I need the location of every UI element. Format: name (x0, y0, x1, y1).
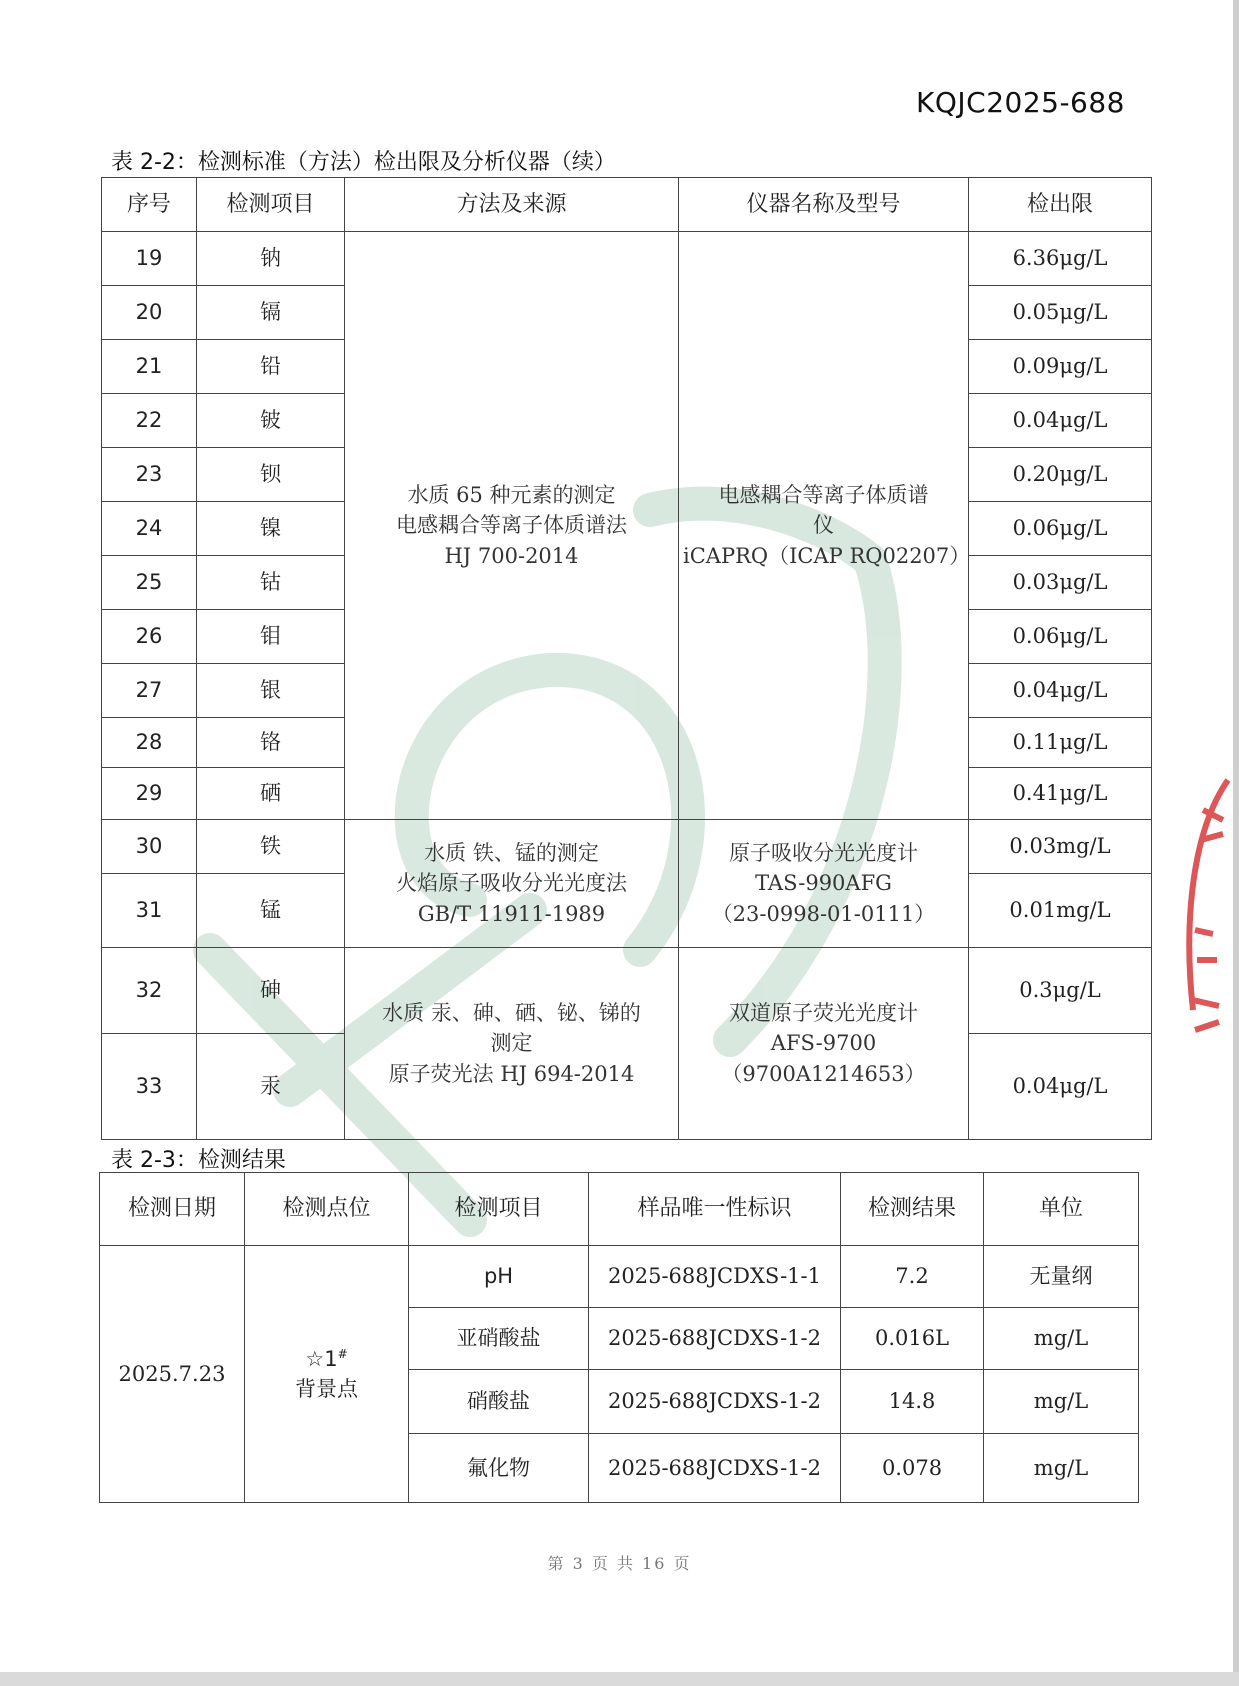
method-line: 原子荧光法 HJ 694-2014 (388, 1061, 635, 1086)
col-header-item: 检测项目 (409, 1173, 589, 1246)
method-cell (345, 948, 679, 1140)
row-item: pH (409, 1246, 589, 1308)
instrument-line: 电感耦合等离子体质谱 (718, 482, 929, 507)
row-item: 锰 (197, 874, 345, 948)
row-limit: 0.06μg/L (969, 610, 1152, 664)
row-limit: 0.01mg/L (969, 874, 1152, 948)
row-unit: 无量纲 (984, 1246, 1139, 1308)
instrument-line: 原子吸收分光光度计 (729, 840, 918, 865)
method-line: 电感耦合等离子体质谱法 (396, 513, 627, 538)
row-no: 33 (102, 1034, 197, 1140)
row-no: 32 (102, 948, 197, 1034)
row-limit: 0.03mg/L (969, 820, 1152, 874)
method-cell (345, 232, 679, 820)
row-no: 26 (102, 610, 197, 664)
row-item: 钼 (197, 610, 345, 664)
row-item: 钴 (197, 556, 345, 610)
point-mark-superscript: # (337, 1346, 348, 1361)
row-item: 铁 (197, 820, 345, 874)
row-item: 铬 (197, 718, 345, 768)
row-no: 20 (102, 286, 197, 340)
instrument-cell (679, 948, 969, 1140)
method-line: 火焰原子吸收分光光度法 (396, 871, 627, 896)
col-header-unit: 单位 (984, 1173, 1139, 1246)
col-header-no: 序号 (102, 178, 197, 232)
table-header-row (100, 1173, 1139, 1246)
row-item: 铅 (197, 340, 345, 394)
red-seal-stamp (1173, 770, 1233, 1070)
detection-results-table (99, 1172, 1139, 1503)
method-line: 水质 铁、锰的测定 (424, 840, 599, 865)
col-header-date: 检测日期 (100, 1173, 245, 1246)
row-unit: mg/L (984, 1434, 1139, 1503)
instrument-cell (679, 232, 969, 820)
point-mark (249, 1344, 404, 1374)
row-sample-id: 2025-688JCDXS-1-2 (589, 1434, 841, 1503)
scan-edge-right (1233, 0, 1239, 1686)
instrument-line: （23-0998-01-0111） (711, 901, 936, 926)
instrument-line: 仪 (813, 513, 834, 538)
method-line: GB/T 11911-1989 (417, 901, 606, 926)
row-limit: 0.20μg/L (969, 448, 1152, 502)
row-limit: 0.04μg/L (969, 664, 1152, 718)
col-header-item: 检测项目 (197, 178, 345, 232)
row-sample-id: 2025-688JCDXS-1-2 (589, 1370, 841, 1434)
row-item: 砷 (197, 948, 345, 1034)
test-date: 2025.7.23 (100, 1246, 245, 1503)
row-item: 铍 (197, 394, 345, 448)
row-item: 亚硝酸盐 (409, 1308, 589, 1370)
test-point (245, 1246, 409, 1503)
row-item: 镍 (197, 502, 345, 556)
row-no: 22 (102, 394, 197, 448)
method-line: 测定 (490, 1031, 533, 1056)
table-row (102, 948, 1152, 1034)
row-sample-id: 2025-688JCDXS-1-2 (589, 1308, 841, 1370)
row-limit: 0.3μg/L (969, 948, 1152, 1034)
instrument-line: TAS-990AFG (755, 871, 892, 896)
row-no: 24 (102, 502, 197, 556)
row-unit: mg/L (984, 1308, 1139, 1370)
row-no: 27 (102, 664, 197, 718)
row-result: 14.8 (841, 1370, 984, 1434)
row-item: 硝酸盐 (409, 1370, 589, 1434)
table-2-3-caption: 表 2-3：检测结果 (111, 1148, 286, 1173)
report-number: KQJC2025-688 (915, 86, 1125, 119)
table-row (102, 820, 1152, 874)
instrument-line: 双道原子荧光光度计 (729, 1000, 918, 1025)
row-no: 19 (102, 232, 197, 286)
col-header-instrument: 仪器名称及型号 (679, 178, 969, 232)
row-item: 氟化物 (409, 1434, 589, 1503)
table-row (102, 232, 1152, 286)
row-limit: 0.04μg/L (969, 1034, 1152, 1140)
col-header-method: 方法及来源 (345, 178, 679, 232)
row-no: 21 (102, 340, 197, 394)
scan-edge-bottom (0, 1672, 1239, 1686)
row-item: 钡 (197, 448, 345, 502)
row-unit: mg/L (984, 1370, 1139, 1434)
row-limit: 0.04μg/L (969, 394, 1152, 448)
method-line: 水质 汞、砷、硒、铋、锑的 (382, 1000, 641, 1025)
instrument-line: AFS-9700 (770, 1031, 877, 1056)
row-no: 31 (102, 874, 197, 948)
row-limit: 0.05μg/L (969, 286, 1152, 340)
row-sample-id: 2025-688JCDXS-1-1 (589, 1246, 841, 1308)
row-limit: 0.03μg/L (969, 556, 1152, 610)
row-limit: 0.41μg/L (969, 768, 1152, 820)
row-item: 硒 (197, 768, 345, 820)
row-limit: 6.36μg/L (969, 232, 1152, 286)
row-item: 钠 (197, 232, 345, 286)
col-header-sample-id: 样品唯一性标识 (589, 1173, 841, 1246)
row-item: 银 (197, 664, 345, 718)
row-limit: 0.11μg/L (969, 718, 1152, 768)
row-result: 0.016L (841, 1308, 984, 1370)
row-no: 25 (102, 556, 197, 610)
table-header-row (102, 178, 1152, 232)
col-header-result: 检测结果 (841, 1173, 984, 1246)
point-name: 背景点 (295, 1377, 358, 1401)
table-row (100, 1246, 1139, 1308)
page-footer: 第 3 页 共 16 页 (547, 1554, 692, 1573)
row-limit: 0.09μg/L (969, 340, 1152, 394)
method-line: 水质 65 种元素的测定 (407, 482, 616, 507)
row-item: 镉 (197, 286, 345, 340)
row-limit: 0.06μg/L (969, 502, 1152, 556)
method-cell (345, 820, 679, 948)
col-header-limit: 检出限 (969, 178, 1152, 232)
instrument-cell (679, 820, 969, 948)
row-no: 23 (102, 448, 197, 502)
row-result: 7.2 (841, 1246, 984, 1308)
detection-standards-table (101, 177, 1152, 1140)
method-line: HJ 700-2014 (444, 543, 579, 568)
instrument-line: iCAPRQ（ICAP RQ02207） (683, 543, 971, 568)
row-no: 29 (102, 768, 197, 820)
instrument-line: （9700A1214653） (721, 1061, 926, 1086)
row-no: 28 (102, 718, 197, 768)
table-2-2-caption: 表 2-2：检测标准（方法）检出限及分析仪器（续） (111, 150, 616, 175)
row-item: 汞 (197, 1034, 345, 1140)
row-no: 30 (102, 820, 197, 874)
point-mark-label: ☆1 (305, 1346, 338, 1371)
row-result: 0.078 (841, 1434, 984, 1503)
col-header-point: 检测点位 (245, 1173, 409, 1246)
